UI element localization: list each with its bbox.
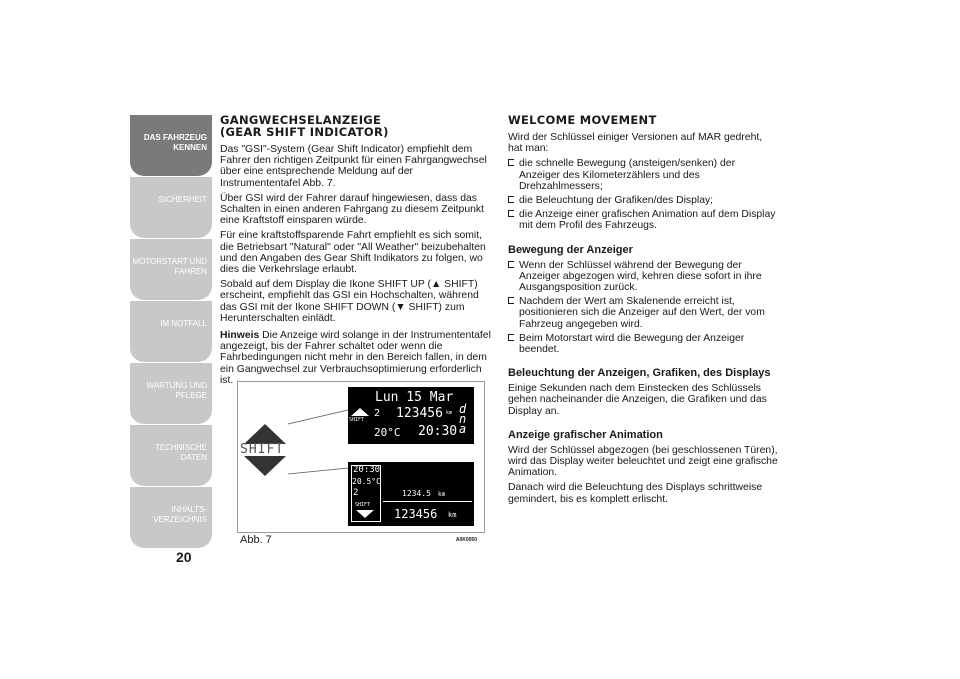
section-heading: GANGWECHSELANZEIGE (GEAR SHIFT INDICATOR) [220,113,389,139]
paragraph: Wird der Schlüssel einiger Versionen auf MAR gedreht, hat man: [508,132,763,155]
page-number: 20 [176,549,192,565]
chapter-sidebar [130,115,212,547]
right-column [508,114,778,509]
list-item: die Beleuchtung der Grafiken/des Display; [508,195,778,206]
paragraph: Über GSI wird der Fahrer darauf hingewiesen, dass das Schalten in einen anderen Fahrgang zu diesem Zeitpunkt eine Kraftstoff einsparen würde. [220,192,484,227]
hint-paragraph: Hinweis Die Anzeige wird solange in der Instrumententafel angezeigt, bis der Fahrer schaltet oder wenn die Fahrbedingungen nicht mehr in den Bereich fallen, in dem ein Gangwechsel zur Verbrauchsoptimierung erforderlich ist. [220,330,491,386]
paragraph: Wird der Schlüssel abgezogen (bei geschlossenen Türen), wird das Display weiter beleuchtet und zeigt eine grafische Animation. [508,444,778,479]
list-item: die Anzeige einer grafischen Animation auf dem Display mit dem Profil des Fahrzeugs. [508,209,778,231]
hint-label: Hinweis [220,330,260,342]
left-column [220,114,492,390]
figure-gear-shift-display [237,381,485,547]
list-item: die schnelle Bewegung (ansteigen/senken) der Anzeiger des Kilometerzählers und des Drehzahlmessers; [508,158,778,192]
divider [383,501,472,502]
tab-sicherheit[interactable]: SICHERHEIT [130,177,212,238]
dna-indicator: d n a [459,402,467,436]
bottom-display: 20:30 20.5°C 2 SHIFT 1234.5 km 123456 km [348,462,474,526]
tab-das-fahrzeug-kennen[interactable]: DAS FAHRZEUG KENNEN [130,115,212,176]
tab-wartung-und-pflege[interactable]: WARTUNG UND PFLEGE [130,363,212,424]
tab-technische-daten[interactable]: TECHNISCHE DATEN [130,425,212,486]
paragraph: Einige Sekunden nach dem Einstecken des Schlüssels gehen nacheinander die Anzeigen, die Grafiken und das Display an. [508,383,767,417]
tab-im-notfall[interactable]: IM NOTFALL [130,301,212,362]
figure-caption: Abb. 7 [240,534,272,546]
section-heading: WELCOME MOVEMENT [508,113,657,127]
shift-label: SHIFT [240,442,285,457]
shift-up-icon: ▲ [431,279,442,291]
top-display: Lun 15 Mar SHIFT 2 123456 km 20°C 20:30 d n a [348,387,474,444]
paragraph: Das "GSI"-System (Gear Shift Indicator) empfiehlt dem Fahrer den richtigen Zeitpunkt für einen Fahrgangwechsel über eine entsprechende Meldung auf der Instrumententafel Abb. 7. [220,144,487,189]
list-item: Wenn der Schlüssel während der Bewegung der Anzeiger abgezogen wird, kehren diese sofort in ihre Ausgangsposition zurück. [508,260,778,294]
subheading: Anzeige grafischer Animation [508,428,663,441]
shift-down-icon: ▼ [395,301,406,313]
subheading: Beleuchtung der Anzeigen, Grafiken, des Displays [508,367,771,380]
list-item: Beim Motorstart wird die Bewegung der Anzeiger beendet. [508,333,778,355]
tab-inhaltsverzeichnis[interactable]: INHALTS- VERZEICHNIS [130,487,212,548]
figure-frame [237,381,485,533]
paragraph: Sobald auf dem Display die Ikone SHIFT UP (▲ SHIFT) erscheint, empfiehlt das GSI ein Hochschalten, während das GSI mit der Ikone SHIFT DOWN (▼ SHIFT) zum Herunterschalten einlädt. [220,279,479,324]
subheading: Bewegung der Anzeiger [508,243,633,256]
shift-up-small-icon [351,408,369,440]
shift-down-small-icon [356,510,374,518]
list-item: Nachdem der Wert am Skalenende erreicht ist, positionieren sich die Anzeiger auf den Wert, der vom Fahrzeug angegeben wird. [508,296,778,330]
paragraph: Danach wird die Beleuchtung des Displays schrittweise gemindert, bis es komplett erlischt. [508,482,763,505]
tab-motorstart-und-fahren[interactable]: MOTORSTART UND FAHREN [130,239,212,300]
figure-code: A0K0050 [455,537,477,543]
paragraph: Für eine kraftstoffsparende Fahrt empfiehlt es sich somit, die Betriebsart "Natural" oder "All Weather" beizubehalten und den Angaben des Gear Shift Indikators zu folgen, wo dies die Verkehrslage erlaubt. [220,230,486,276]
